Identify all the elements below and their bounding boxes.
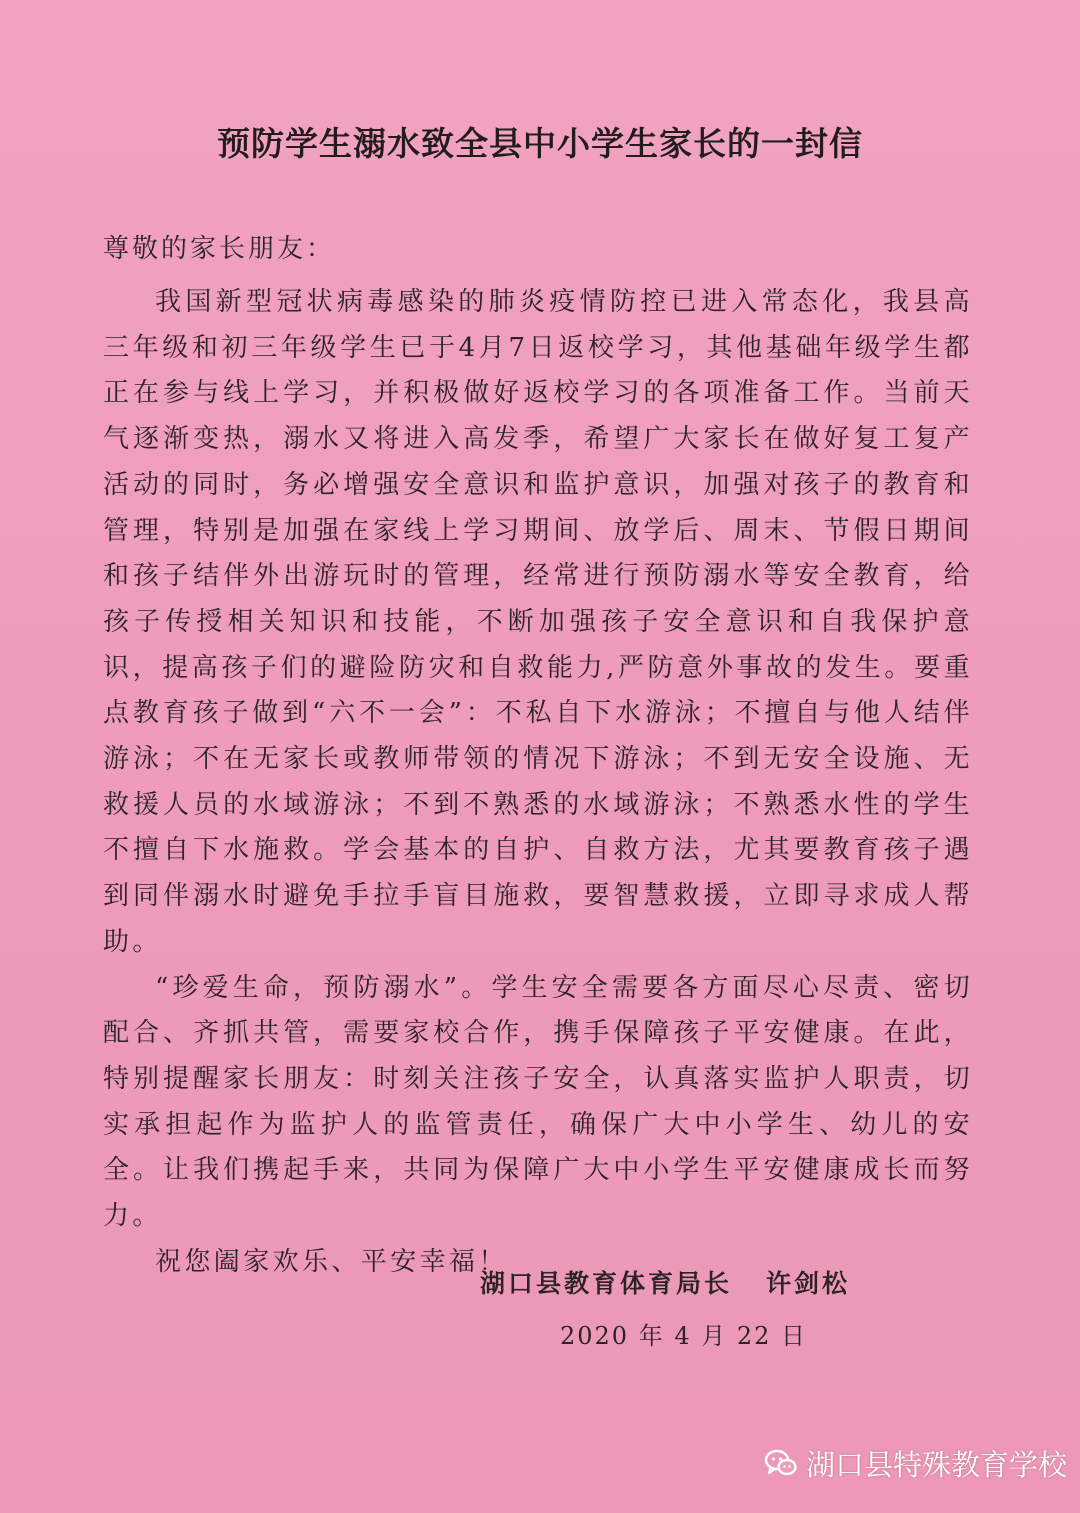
wechat-icon (764, 1446, 798, 1480)
closing-wish: 祝您阖家欢乐、平安幸福！ (155, 1246, 508, 1277)
signature-org: 湖口县教育体育局长 (480, 1269, 733, 1298)
letter-greeting: 尊敬的家长朋友： (103, 234, 336, 264)
signature-name: 许剑松 (766, 1269, 851, 1298)
watermark-text: 湖口县特殊教育学校 (806, 1447, 1068, 1482)
letter-title: 预防学生溺水致全县中小学生家长的一封信 (217, 124, 863, 163)
body-paragraph: 我国新型冠状病毒感染的肺炎疫情防控已进入常态化，我县高三年级和初三年级学生已于4月7日返校学习，其他基础年级学生都正在参与线上学习，并积极做好返校学习的各项准备工作。当前天气逐渐变热，溺水又将进入高发季，希望广大家长在做好复工复产活动的同时，务必增强安全意识和监护意识，加强对孩子的教育和管理，特别是加强在家线上学习期间、放学后、周末、节假日期间和孩子结伴外出游玩时的管理，经常进行预防溺水等安全教育，给孩子传授相关知识和技能，不断加强孩子安全意识和自我保护意识，提高孩子们的避险防灾和自救能力,严防意外事故的发生。要重点教育孩子做到“六不一会”：不私自下水游泳；不擅自与他人结伴游泳；不在无家长或教师带领的情况下游泳；不到无安全设施、无救援人员的水域游泳；不到不熟悉的水域游泳；不熟悉水性的学生不擅自下水施救。学会基本的自护、自救方法，尤其要教育孩子遇到同伴溺水时避免手拉手盲目施救，要智慧救援，立即寻求成人帮助。 (103, 287, 973, 957)
letter-body (103, 280, 973, 1285)
watermark (764, 1438, 1067, 1488)
signature (480, 1264, 850, 1300)
letter-date: 2020 年 4 月 22 日 (560, 1322, 808, 1350)
body-paragraph: “珍爱生命，预防溺水”。学生安全需要各方面尽心尽责、密切配合、齐抓共管，需要家校合作，携手保障孩子平安健康。在此，特别提醒家长朋友：时刻关注孩子安全，认真落实监护人职责，切实承担起作为监护人的监管责任，确保广大中小学生、幼儿的安全。让我们携起手来，共同为保障广大中小学生平安健康成长而努力。 (103, 972, 973, 1232)
